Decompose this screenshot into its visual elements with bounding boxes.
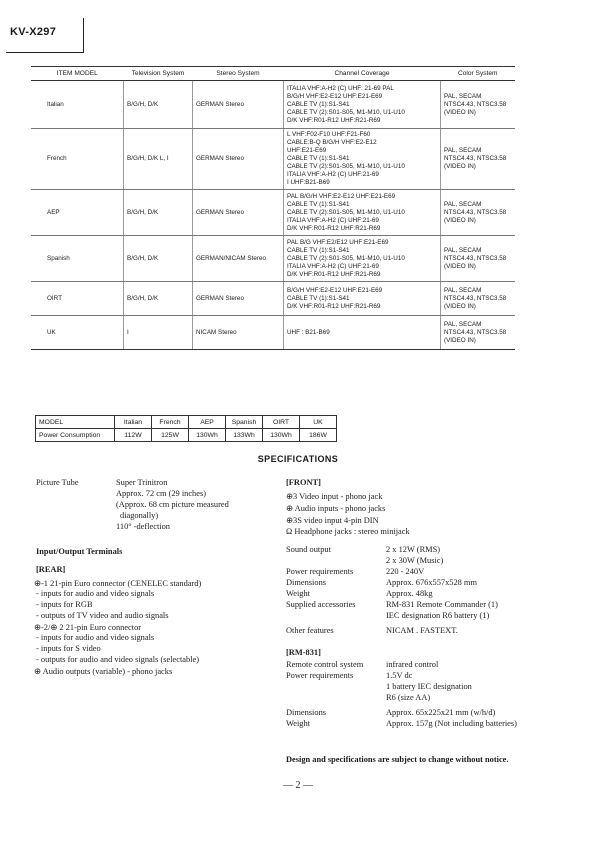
rm-spec-label: Weight (286, 719, 310, 728)
coverage-line: CABLE TV (1):S1-S41 (287, 294, 350, 302)
rm-spec-label: Power requirements (286, 671, 354, 680)
model-code: KV-X297 (10, 26, 57, 38)
cell-channel-coverage (284, 129, 441, 190)
coverage-line: L VHF:F02-F10 UHF:F21-F60 (287, 131, 371, 138)
table-row (31, 190, 515, 236)
spec-label: Power requirements (286, 567, 354, 576)
front-line: ⊕3 Video input - phono jack (286, 492, 383, 501)
color-line: (VIDEO IN) (444, 108, 476, 116)
color-line: (VIDEO IN) (444, 262, 476, 270)
cell-stereo-system: GERMAN/NICAM Stereo (193, 236, 284, 282)
spec-value: 220 - 240V (386, 567, 425, 576)
coverage-line: PAL B/G/H VHF:E2-E12 UHF:E21-E69 (287, 192, 396, 200)
coverage-line: CABLE TV (2):S01-S05, M1-M10, U1-U10 (287, 163, 405, 170)
header-item-model: ITEM MODEL (31, 67, 124, 81)
change-notice: Design and specifications are subject to change without notice. (286, 755, 509, 764)
cell-color-system (441, 316, 516, 350)
color-line: PAL, SECAM (444, 246, 482, 254)
coverage-line: I UHF:B21-B69 (287, 179, 330, 186)
coverage-line: CABLE TV (1):S1-S41 (287, 200, 350, 208)
coverage-line: B/G/H VHF:E2-E12 UHF:E21-E69 (287, 92, 383, 100)
coverage-line: D/K VHF:R01-R12 UHF:R21-R69 (287, 116, 381, 124)
color-line: (VIDEO IN) (444, 216, 476, 224)
power-value-row (36, 429, 337, 442)
table-row (31, 316, 515, 350)
color-line: PAL, SECAM (444, 320, 482, 328)
header-color-system: Color System (441, 67, 516, 81)
power-value: 130Wh (189, 429, 226, 442)
spec-right-column (286, 478, 566, 738)
power-value: 133Wh (226, 429, 263, 442)
power-model: Spanish (226, 416, 263, 429)
color-line: PAL, SECAM (444, 286, 482, 294)
rear-line: ⊕-2/⊕ 2 21-pin Euro connector (34, 623, 142, 632)
io-terminals-title: Input/Output Terminals (36, 547, 123, 556)
power-value: 130Wh (263, 429, 300, 442)
rm-spec-value: Approx. 157g (Not including batteries) (386, 719, 517, 728)
picture-tube-line: 110° -deflection (116, 522, 170, 531)
channel-coverage-table (31, 66, 515, 350)
coverage-line: CABLE TV (1):S1-S41 (287, 246, 350, 254)
spec-value: IEC designation R6 battery (1) (386, 611, 490, 620)
header-stereo-system: Stereo System (193, 67, 284, 81)
rear-line: - inputs for audio and video signals (36, 589, 155, 598)
spec-label: Supplied accessories (286, 600, 356, 609)
cell-channel-coverage (284, 316, 441, 350)
spec-label: Dimensions (286, 578, 327, 587)
power-model: UK (300, 416, 337, 429)
rm-spec-value: infrared control (386, 660, 439, 669)
power-value: 186W (300, 429, 337, 442)
coverage-line: ITALIA VHF:A-H2 (C) UHF:21-69 (287, 171, 379, 178)
cell-model: AEP (31, 190, 124, 236)
rm-spec-value: 1.5V dc (386, 671, 413, 680)
rear-line: - inputs for audio and video signals (36, 633, 155, 642)
power-model: French (152, 416, 189, 429)
power-model: OIRT (263, 416, 300, 429)
power-model: Italian (115, 416, 152, 429)
picture-tube-line: Super Trinitron (116, 478, 168, 487)
cell-channel-coverage (284, 236, 441, 282)
cell-stereo-system: NICAM Stereo (193, 316, 284, 350)
coverage-line: PAL B/G VHF:E2/E12 UHF:E21-E69 (287, 238, 389, 246)
rear-line: ⊕ Audio outputs (variable) - phono jacks (34, 667, 173, 676)
power-model-row (36, 416, 337, 429)
rm-spec-label: Dimensions (286, 708, 327, 717)
cell-model: French (31, 129, 124, 190)
coverage-line: CABLE TV (1):S1-S41 (287, 155, 350, 162)
spec-label: Other features (286, 626, 334, 635)
color-line: (VIDEO IN) (444, 163, 476, 170)
rm-spec-label: Remote control system (286, 660, 364, 669)
rear-title: [REAR] (36, 565, 66, 574)
coverage-line: D/K VHF:R01-R12 UHF:R21-R69 (287, 302, 381, 310)
cell-stereo-system: GERMAN Stereo (193, 81, 284, 129)
model-label: MODEL (36, 416, 115, 429)
coverage-line: CABLE TV (2):S01-S05, M1-M10, U1-U10 (287, 254, 405, 262)
cell-stereo-system: GERMAN Stereo (193, 282, 284, 316)
cell-color-system (441, 282, 516, 316)
table-row (31, 129, 515, 190)
color-line: PAL, SECAM (444, 92, 482, 100)
rm-spec-value: 1 battery IEC designation (386, 682, 472, 691)
color-line: NTSC4.43, NTSC3.58 (444, 100, 507, 108)
color-line: PAL, SECAM (444, 147, 482, 154)
power-label: Power Consumption (36, 429, 115, 442)
spec-value: Approx. 676x557x528 mm (386, 578, 477, 587)
spec-value: Approx. 48kg (386, 589, 433, 598)
color-line: PAL, SECAM (444, 200, 482, 208)
cell-stereo-system: GERMAN Stereo (193, 129, 284, 190)
rear-line: - outputs of TV video and audio signals (36, 611, 169, 620)
table-row (31, 81, 515, 129)
power-model: AEP (189, 416, 226, 429)
picture-tube-line: (Approx. 68 cm picture measured (116, 500, 229, 509)
coverage-line: CABLE TV (2):S01-S05, M1-M10, U1-U10 (287, 208, 405, 216)
page-number: — 2 — (283, 780, 313, 791)
table-row (31, 282, 515, 316)
cell-color-system (441, 81, 516, 129)
front-line: ⊕3S video input 4-pin DIN (286, 516, 379, 525)
spec-label: Sound output (286, 545, 331, 554)
cell-channel-coverage (284, 81, 441, 129)
coverage-line: CABLE:B-Q B/G/H VHF:E2-E12 (287, 139, 377, 146)
color-line: (VIDEO IN) (444, 302, 476, 310)
spec-value: 2 x 30W (Music) (386, 556, 444, 565)
cell-model: UK (31, 316, 124, 350)
rm-spec-value: R6 (size AA) (386, 693, 431, 702)
coverage-line: CABLE TV (2):S01-S05, M1-M10, U1-U10 (287, 108, 405, 116)
table-header-row (31, 67, 515, 81)
color-line: NTSC4.43, NTSC3.58 (444, 155, 507, 162)
cell-channel-coverage (284, 190, 441, 236)
cell-color-system (441, 190, 516, 236)
coverage-line: CABLE TV (1):S1-S41 (287, 100, 350, 108)
rm-title: [RM-831] (286, 648, 321, 657)
cell-tv-system: B/G/H, D/K (124, 190, 193, 236)
front-line: ⊕ Audio inputs - phono jacks (286, 504, 386, 513)
spec-value: RM-831 Remote Commander (1) (386, 600, 498, 609)
cell-model: Spanish (31, 236, 124, 282)
color-line: NTSC4.43, NTSC3.58 (444, 294, 507, 302)
front-title: [FRONT] (286, 478, 321, 487)
cell-tv-system: B/G/H, D/K (124, 81, 193, 129)
specifications-title: SPECIFICATIONS (257, 454, 339, 464)
rear-line: - outputs for audio and video signals (selectable) (36, 655, 200, 664)
coverage-line: B/G/H VHF:E2-E12 UHF:E21-E69 (287, 286, 383, 294)
rear-line: ⊕-1 21-pin Euro connector (CENELEC standard) (34, 579, 202, 588)
coverage-line: D/K VHF:R01-R12 UHF:R21-R69 (287, 224, 381, 232)
coverage-line: ITALIA VHF:A-H2 (C) UHF:21-69 (287, 262, 379, 270)
spec-value: NICAM . FASTEXT. (386, 626, 458, 635)
cell-channel-coverage (284, 282, 441, 316)
cell-tv-system: I (124, 316, 193, 350)
cell-color-system (441, 129, 516, 190)
spec-left-column (36, 478, 276, 698)
rm-spec-value: Approx. 65x225x21 mm (w/h/d) (386, 708, 496, 717)
color-line: NTSC4.43, NTSC3.58 (444, 254, 507, 262)
coverage-line: ITALIA VHF:A-H2 (C) UHF:21-69 (287, 216, 379, 224)
cell-color-system (441, 236, 516, 282)
picture-tube-line: Approx. 72 cm (29 inches) (116, 489, 207, 498)
model-code-box (6, 18, 84, 53)
cell-tv-system: B/G/H, D/K (124, 236, 193, 282)
header-tv-system: Television System (124, 67, 193, 81)
rear-line: - inputs for RGB (36, 600, 93, 609)
rear-line: - inputs for S video (36, 644, 101, 653)
table-row (31, 236, 515, 282)
power-value: 125W (152, 429, 189, 442)
cell-model: OIRT (31, 282, 124, 316)
power-consumption-table (35, 415, 337, 442)
power-value: 112W (115, 429, 152, 442)
color-line: (VIDEO IN) (444, 336, 476, 344)
cell-model: Italian (31, 81, 124, 129)
color-line: NTSC4.43, NTSC3.58 (444, 208, 507, 216)
spec-value: 2 x 12W (RMS) (386, 545, 441, 554)
coverage-line: D/K VHF:R01-R12 UHF:R21-R69 (287, 270, 381, 278)
coverage-line: UHF : B21-B69 (287, 328, 330, 336)
picture-tube-line: diagonally) (120, 511, 159, 520)
cell-tv-system: B/G/H, D/K L, I (124, 129, 193, 190)
spec-label: Weight (286, 589, 310, 598)
cell-stereo-system: GERMAN Stereo (193, 190, 284, 236)
coverage-line: ITALIA VHF:A-H2 (C) UHF: 21-69 PAL (287, 84, 394, 92)
front-line: Ω Headphone jacks : stereo minijack (286, 527, 410, 536)
picture-tube-label: Picture Tube (36, 478, 79, 487)
coverage-line: UHF:E21-E69 (287, 147, 327, 154)
cell-tv-system: B/G/H, D/K (124, 282, 193, 316)
header-channel-coverage: Channel Coverage (284, 67, 441, 81)
color-line: NTSC4.43, NTSC3.58 (444, 328, 507, 336)
